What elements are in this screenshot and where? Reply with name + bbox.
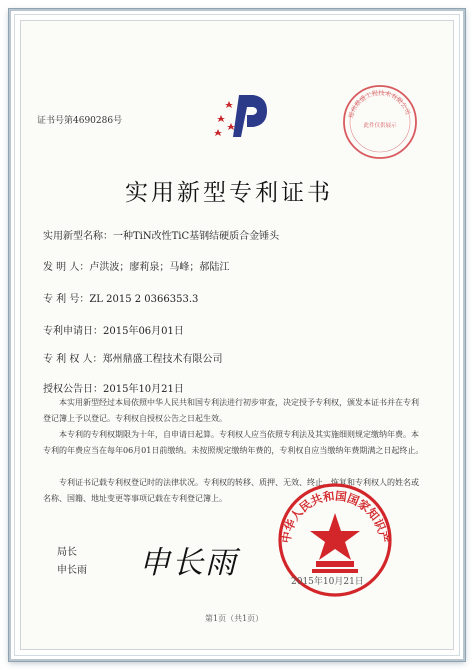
director-title: 局长 [57,547,77,558]
field-patentee [43,350,223,365]
field-value: ZL 2015 2 0366353.3 [89,294,199,305]
handwritten-signature: 申长雨 [139,545,238,581]
field-grant-date [43,380,184,395]
certificate-paper [20,20,454,650]
field-application-date [43,322,184,337]
certificate-title: 实用新型专利证书 [125,180,333,206]
field-patent-number [43,290,198,305]
field-label: 专利申请日： [43,326,103,337]
field-value: 2015年10月21日 [103,384,184,395]
field-value: 一种TiN改性TiC基钢结硬质合金锤头 [113,231,280,242]
page-indicator: 第1页（共1页） [205,614,264,623]
field-label: 发 明 人： [43,262,90,273]
director-name: 申长雨 [57,565,87,576]
field-value: 2015年06月01日 [103,326,184,337]
body-paragraph-2: 本专利的专利权期限为十年，自申请日起算。专利权人应当依照专利法及其实施细则规定缴纳年费。本专利的年费应当在每年06月01日前缴纳。未按照规定缴纳年费的，专利权自应当缴纳年费期满之日起终止。 [43,430,424,455]
field-utility-model-name [43,227,279,242]
svg-text:郑州鼎盛工程技术有限公司: 郑州鼎盛工程技术有限公司 [348,89,411,120]
field-value: 卢洪波；廖莉泉；马峰；郝陆江 [89,262,230,273]
svg-text:中华人民共和国国家知识产权局: 中华人民共和国国家知识产 [278,488,392,545]
body-paragraph-3: 专利证书记载专利权登记时的法律状况。专利权的转移、质押、无效、终止、恢复和专利权人的姓名或名称、国籍、地址变更等事项记载在专利登记簿上。 [43,478,419,503]
svg-text:此件仅供展示: 此件仅供展示 [363,123,397,129]
certificate-number: 证书号第4690286号 [37,116,123,126]
field-inventors [43,258,229,273]
company-seal [341,83,419,161]
field-label: 专 利 权 人： [43,354,103,365]
field-label: 专 利 号： [43,294,90,305]
seal-date: 2015年10月21日 [291,577,364,587]
field-label: 实用新型名称： [43,231,113,242]
field-value: 郑州鼎盛工程技术有限公司 [102,354,223,365]
body-paragraph-1: 本实用新型经过本局依照中华人民共和国专利法进行初步审查，决定授予专利权，颁发本证书并在专利登记簿上予以登记。专利权自授权公告之日起生效。 [43,398,419,423]
patent-office-emblem [209,81,273,145]
field-label: 授权公告日： [43,384,103,395]
